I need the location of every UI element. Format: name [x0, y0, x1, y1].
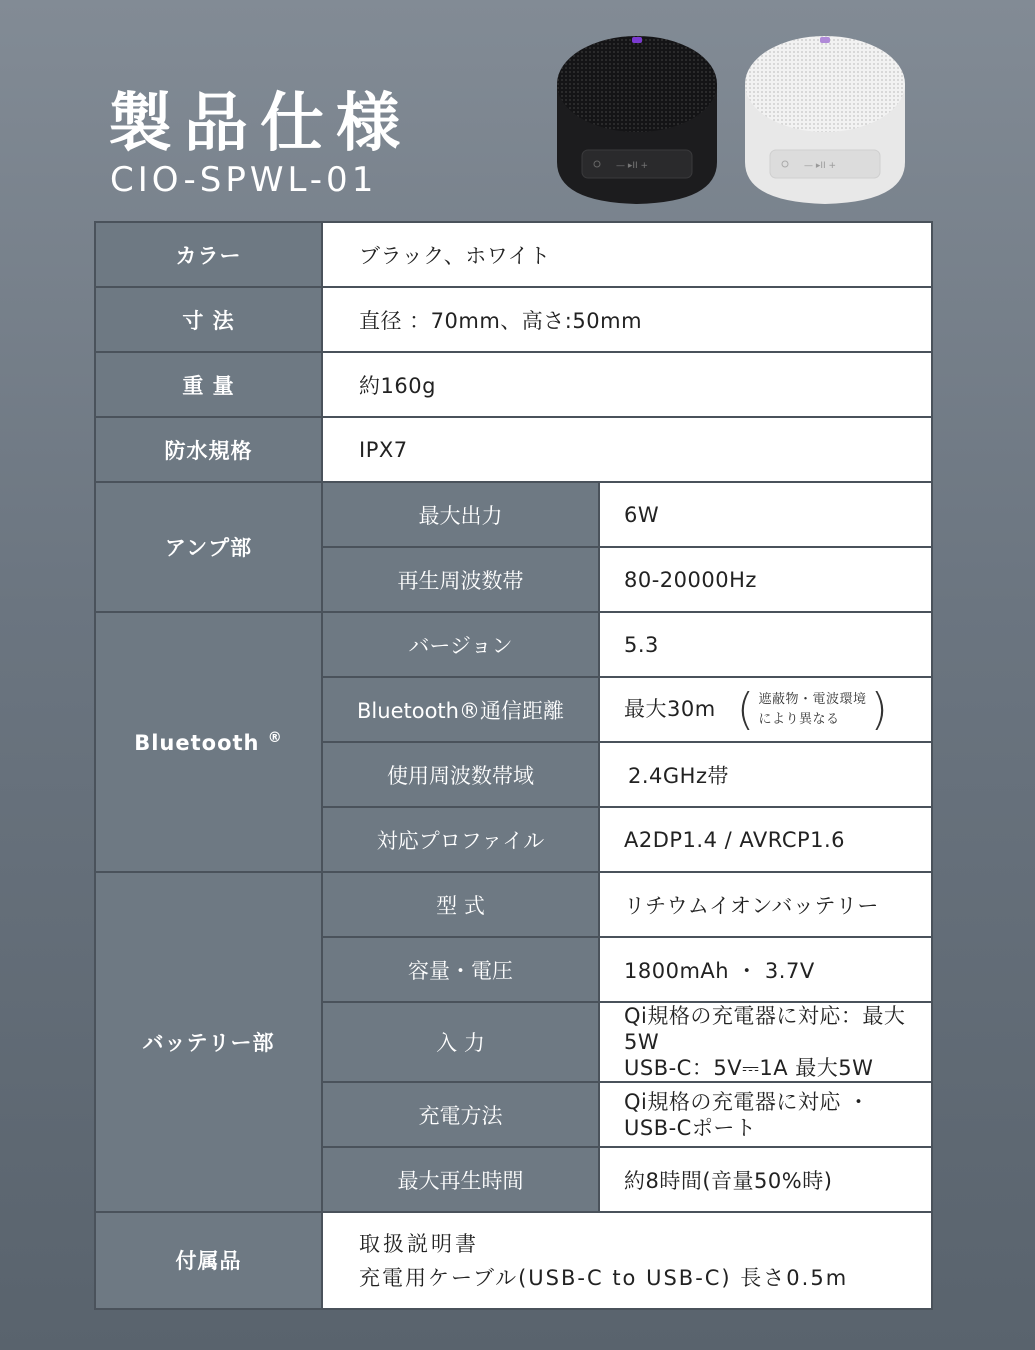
value-battery-charge-line2: USB-Cポート — [624, 1115, 757, 1140]
value-battery-input-line2: USB-C：5V⎓1A 最大5W — [624, 1056, 874, 1080]
label-waterproof: 防水規格 — [95, 417, 322, 482]
value-accessories-cell — [322, 1212, 932, 1309]
label-freq: 再生周波数帯 — [322, 547, 599, 612]
svg-text:— ▸II +: — ▸II + — [804, 161, 837, 171]
label-battery-type: 型 式 — [322, 872, 599, 937]
page-title: 製品仕様 — [108, 87, 412, 161]
value-bt-band: 2.4GHz帯 — [599, 742, 932, 807]
value-battery-input-line1: Qi規格の充電器に対応：最大5W — [624, 1004, 906, 1054]
row-bt-version — [95, 612, 932, 677]
row-weight — [95, 352, 932, 417]
label-max-output: 最大出力 — [322, 482, 599, 547]
distance-note: ( 遮蔽物・電波環境 により異なる ) — [736, 683, 889, 735]
row-waterproof — [95, 417, 932, 482]
distance-note-line1: 遮蔽物・電波環境 — [758, 691, 867, 707]
value-max-output: 6W — [599, 482, 932, 547]
value-freq: 80-20000Hz — [599, 547, 932, 612]
value-weight: 約160g — [322, 352, 932, 417]
row-amp-output — [95, 482, 932, 547]
value-battery-charge-cell — [599, 1082, 932, 1147]
label-battery: バッテリー部 — [95, 872, 322, 1212]
value-waterproof: IPX7 — [322, 417, 932, 482]
svg-text:— ▸II +: — ▸II + — [616, 161, 649, 171]
speaker-white-image — [740, 22, 910, 212]
value-battery-playtime: 約8時間(音量50%時) — [599, 1147, 932, 1212]
distance-note-line2: により異なる — [758, 711, 840, 727]
label-battery-input: 入 力 — [322, 1002, 599, 1082]
label-amp: アンプ部 — [95, 482, 322, 612]
value-accessories-line1: 取扱説明書 — [359, 1231, 479, 1256]
value-color: ブラック、ホワイト — [322, 222, 932, 287]
label-battery-capacity: 容量・電圧 — [322, 937, 599, 1002]
row-battery-type — [95, 872, 932, 937]
spec-table — [94, 221, 933, 1310]
speaker-black-image — [552, 22, 722, 212]
value-size: 直径 ：70mm、高さ:50mm — [322, 287, 932, 352]
value-accessories-line2: 充電用ケーブル(USB-C to USB-C) 長さ0.5m — [359, 1265, 849, 1290]
value-bt-profile: A2DP1.4 / AVRCP1.6 — [599, 807, 932, 872]
label-size: 寸 法 — [95, 287, 322, 352]
value-battery-capacity: 1800mAh ・ 3.7V — [599, 937, 932, 1002]
row-accessories — [95, 1212, 932, 1309]
row-size — [95, 287, 932, 352]
label-bt-profile: 対応プロファイル — [322, 807, 599, 872]
value-bt-distance-cell — [599, 677, 932, 742]
label-bt-version: バージョン — [322, 612, 599, 677]
label-bluetooth-text: Bluetooth — [134, 730, 260, 755]
value-battery-type: リチウムイオンバッテリー — [599, 872, 932, 937]
value-bt-distance: 最大30m — [624, 696, 716, 721]
value-battery-charge-line1: Qi規格の充電器に対応 ・ — [624, 1089, 870, 1114]
label-weight: 重 量 — [95, 352, 322, 417]
label-bt-band: 使用周波数帯域 — [322, 742, 599, 807]
value-battery-input-cell — [599, 1002, 932, 1082]
value-bt-version: 5.3 — [599, 612, 932, 677]
registered-mark: ® — [267, 729, 283, 746]
label-bt-distance: Bluetooth®通信距離 — [322, 677, 599, 742]
label-battery-playtime: 最大再生時間 — [322, 1147, 599, 1212]
label-battery-charge: 充電方法 — [322, 1082, 599, 1147]
label-accessories: 付属品 — [95, 1212, 322, 1309]
row-color — [95, 222, 932, 287]
model-number: CIO-SPWL-01 — [110, 160, 378, 200]
label-color: カラー — [95, 222, 322, 287]
label-bluetooth — [95, 612, 322, 872]
